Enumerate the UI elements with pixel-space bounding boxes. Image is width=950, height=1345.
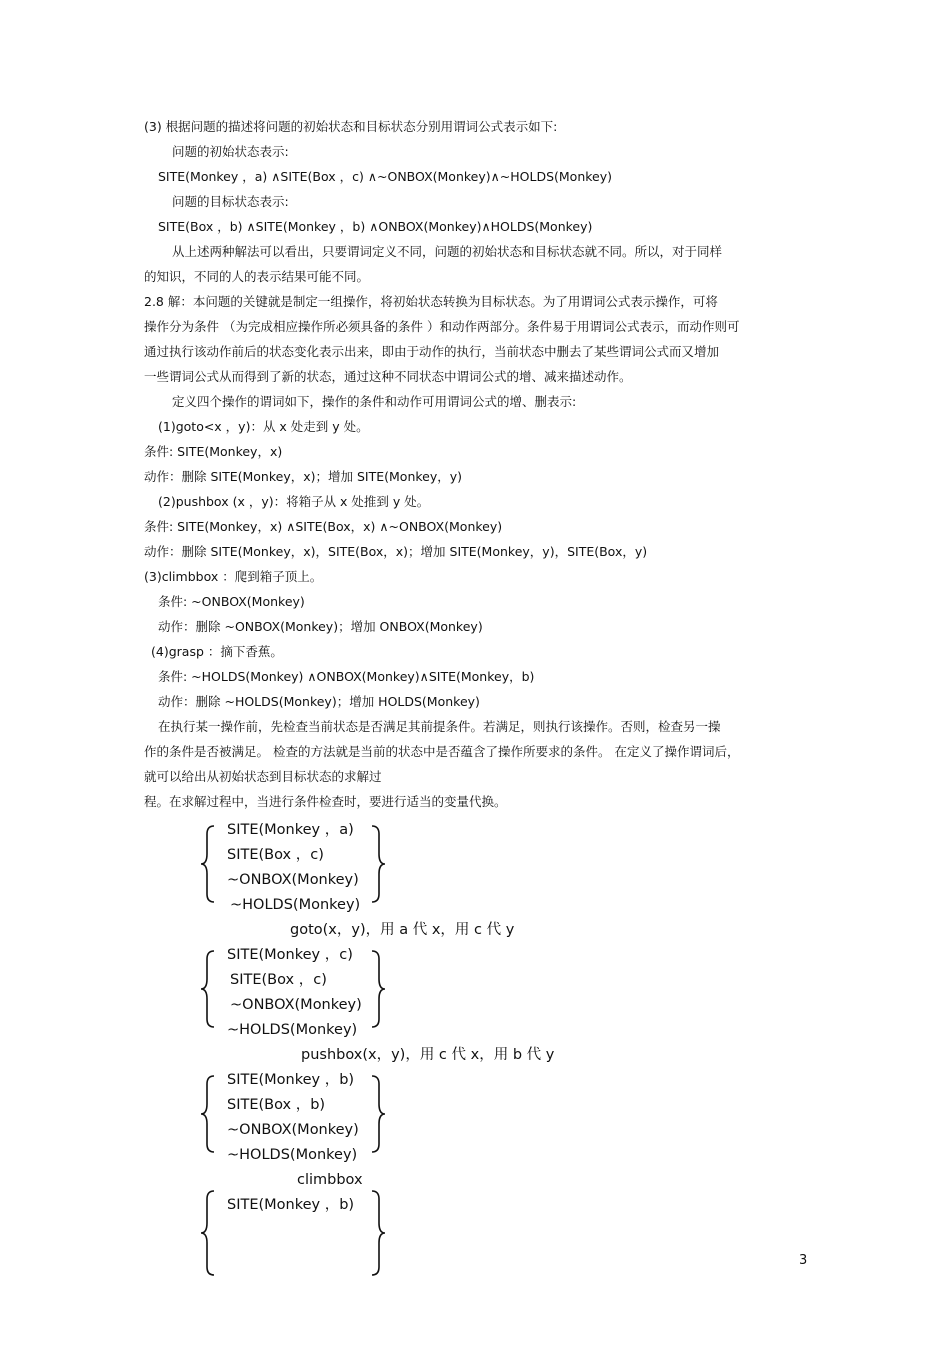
text-line-25: 在执行某一操作前，先检查当前状态是否满足其前提条件。若满足，则执行该操作。否则，检查另一操 [158,719,721,734]
state-4-formula: SITE(Monkey ，b) [227,1197,355,1213]
op-pushbox-condition: 条件: SITE(Monkey，x) ∧SITE(Box，x) ∧~ONBOX(Monkey) [144,519,503,534]
op-goto-definition: (1)goto<x ，y)：从 x 处走到 y 处。 [158,419,369,434]
state-2-formula: ~ONBOX(Monkey) [230,997,362,1013]
op-grasp-condition: 条件: ~HOLDS(Monkey) ∧ONBOX(Monkey)∧SITE(Monkey，b) [158,669,535,684]
state-2-formula: SITE(Monkey ，c) [227,947,353,963]
text-line-6: 从上述两种解法可以看出，只要谓词定义不同，问题的初始状态和目标状态就不同。所以，对于同样 [172,244,723,259]
state-1-right-brace [368,824,388,904]
state-2-left-brace [198,949,218,1029]
text-line-26: 作的条件是否被满足。 检查的方法就是当前的状态中是否蕴含了操作所要求的条件。 在定义了操作谓词后， [144,744,740,759]
state-4-right-brace [368,1189,388,1277]
state-3-right-brace [368,1074,388,1154]
state-1-formula: ~ONBOX(Monkey) [227,872,359,888]
op-grasp-action: 动作：删除 ~HOLDS(Monkey)；增加 HOLDS(Monkey) [158,694,480,709]
text-line-7: 的知识，不同的人的表示结果可能不同。 [144,269,370,284]
op-grasp-definition: (4)grasp ：摘下香蕉。 [151,644,283,659]
op-goto-action: 动作：删除 SITE(Monkey，x)；增加 SITE(Monkey，y) [144,469,463,484]
operation-climbbox: climbbox [297,1172,363,1188]
text-line-12: 定义四个操作的谓词如下，操作的条件和动作可用谓词公式的增、删表示: [172,394,577,409]
text-line-27: 就可以给出从初始状态到目标状态的求解过 [144,769,382,784]
state-4-left-brace [198,1189,218,1277]
op-goto-condition: 条件: SITE(Monkey，x) [144,444,283,459]
text-line-1: (3) 根据问题的描述将问题的初始状态和目标状态分别用谓词公式表示如下: [144,119,558,134]
state-1-left-brace [198,824,218,904]
operation-goto: goto(x，y)，用 a 代 x，用 c 代 y [290,922,515,938]
state-3-formula: ~ONBOX(Monkey) [227,1122,359,1138]
state-3-formula: SITE(Box ，b) [227,1097,326,1113]
op-climbbox-condition: 条件: ~ONBOX(Monkey) [158,594,305,609]
text-line-4: 问题的目标状态表示: [172,194,289,209]
state-2-formula: ~HOLDS(Monkey) [227,1022,358,1038]
op-climbbox-definition: (3)climbbox ：爬到箱子顶上。 [144,569,323,584]
state-3-formula: ~HOLDS(Monkey) [227,1147,358,1163]
page-number: 3 [799,1253,808,1268]
state-1-formula: SITE(Monkey ，a) [227,822,354,838]
goal-state-formula: SITE(Box ，b) ∧SITE(Monkey ，b) ∧ONBOX(Monkey)∧HOLDS(Monkey) [158,219,593,234]
op-pushbox-action: 动作：删除 SITE(Monkey，x)，SITE(Box，x)；增加 SITE(Monkey，y)，SITE(Box，y) [144,544,648,559]
operation-pushbox: pushbox(x，y)，用 c 代 x，用 b 代 y [301,1047,555,1063]
state-1-formula: SITE(Box ，c) [227,847,324,863]
state-1-formula: ~HOLDS(Monkey) [230,897,361,913]
text-line-10: 通过执行该动作前后的状态变化表示出来，即由于动作的执行，当前状态中删去了某些谓词公式而又增加 [144,344,720,359]
state-2-right-brace [368,949,388,1029]
text-line-2: 问题的初始状态表示: [172,144,289,159]
text-line-9: 操作分为条件 （为完成相应操作所必须具备的条件 ）和动作两部分。条件易于用谓词公式表示，而动作则可 [144,319,740,334]
text-line-28: 程。在求解过程中，当进行条件检查时，要进行适当的变量代换。 [144,794,507,809]
initial-state-formula: SITE(Monkey ，a) ∧SITE(Box ，c) ∧~ONBOX(Monkey)∧~HOLDS(Monkey) [158,169,612,184]
state-3-left-brace [198,1074,218,1154]
op-climbbox-action: 动作：删除 ~ONBOX(Monkey)；增加 ONBOX(Monkey) [158,619,483,634]
text-line-11: 一些谓词公式从而得到了新的状态，通过这种不同状态中谓词公式的增、减来描述动作。 [144,369,632,384]
op-pushbox-definition: (2)pushbox (x ，y)：将箱子从 x 处推到 y 处。 [158,494,430,509]
state-3-formula: SITE(Monkey ，b) [227,1072,355,1088]
section-2-8-heading: 2.8 解：本问题的关键就是制定一组操作，将初始状态转换为目标状态。为了用谓词公式表示操作，可将 [144,294,718,309]
state-2-formula: SITE(Box ，c) [230,972,327,988]
